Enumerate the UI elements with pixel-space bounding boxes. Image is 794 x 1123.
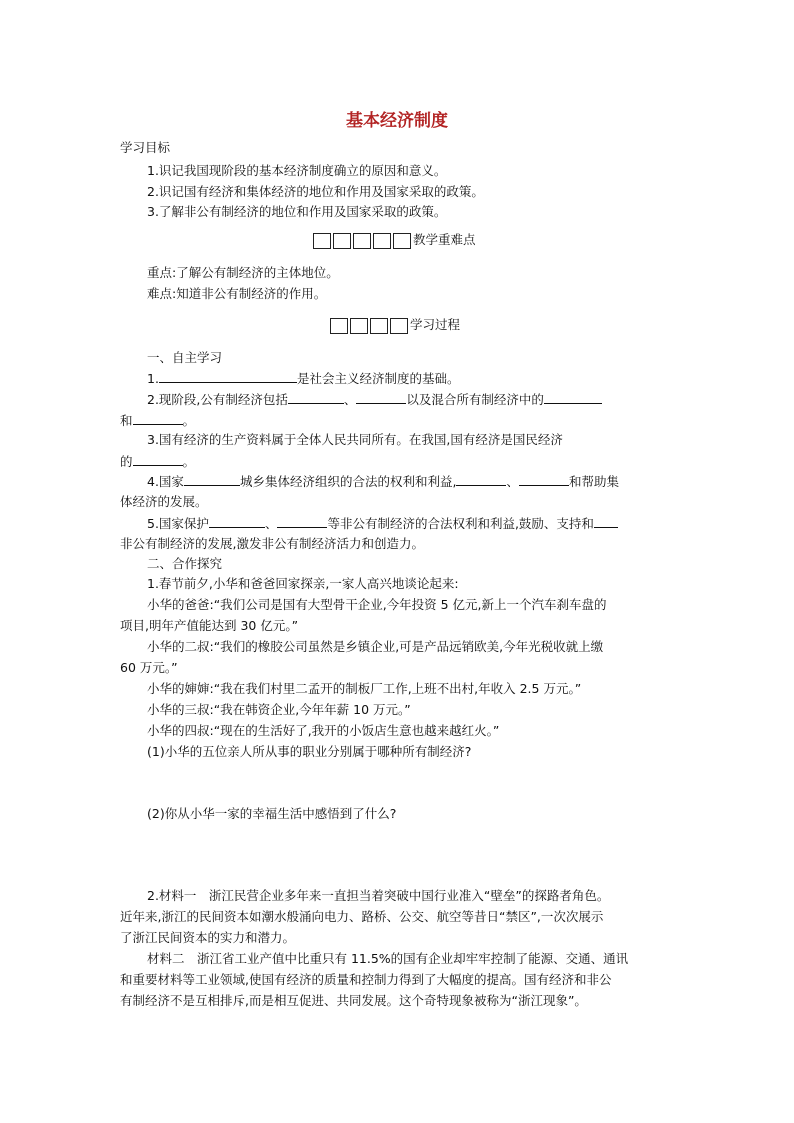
decorative-boxes: [313, 232, 413, 250]
dialog-line: 小华的二叔:“我们的橡胶公司虽然是乡镇企业,可是产品远销欧美,今年光税收就上缴: [147, 639, 604, 654]
dialog-line: 小华的爸爸:“我们公司是国有大型骨干企业,今年投资 5 亿元,新上一个汽车刹车盘的: [147, 597, 607, 612]
hard-point: 难点:知道非公有制经济的作用。: [147, 286, 327, 301]
question-5-cont: 非公有制经济的发展,激发非公有制经济活力和创造力。: [120, 536, 424, 551]
part-one-heading: 一、自主学习: [147, 350, 223, 365]
answer-blank[interactable]: [519, 473, 569, 486]
answer-blank[interactable]: [594, 515, 618, 528]
material-line: 有制经济不是互相排斥,而是相互促进、共同发展。这个奇特现象被称为“浙江现象”。: [120, 993, 587, 1008]
question-3: 3.国有经济的生产资料属于全体人民共同所有。在我国,国有经济是国民经济: [147, 432, 563, 447]
question-2: 2.现阶段,公有制经济包括 、 以及混合所有制经济中的: [147, 391, 602, 408]
process-heading: 学习过程: [410, 317, 461, 332]
material-line: 和重要材料等工业领域,使国有经济的质量和控制力得到了大幅度的提高。国有经济和非公: [120, 972, 612, 987]
question-4: 4.国家 城乡集体经济组织的合法的权利和利益, 、 和帮助集: [147, 474, 619, 489]
sub-question-2: (2)你从小华一家的幸福生活中感悟到了什么?: [147, 806, 397, 821]
goal-item: 2.识记国有经济和集体经济的地位和作用及国家采取的政策。: [147, 184, 484, 199]
answer-blank[interactable]: [184, 473, 240, 486]
material-line: 了浙江民间资本的实力和潜力。: [120, 930, 296, 945]
answer-blank[interactable]: [277, 515, 327, 528]
material-line: 2.材料一 浙江民营企业多年来一直担当着突破中国行业准入“壁垒”的探路者角色。: [147, 888, 610, 903]
material-line: 材料二 浙江省工业产值中比重只有 11.5%的国有企业却牢牢控制了能源、交通、通讯: [147, 951, 629, 966]
answer-blank[interactable]: [356, 391, 406, 404]
question-2-cont: 和 。: [120, 413, 196, 428]
document-title: 基本经济制度: [346, 111, 448, 131]
part-two-heading: 二、合作探究: [147, 556, 223, 571]
question-4-cont: 体经济的发展。: [120, 494, 208, 509]
case-intro: 1.春节前夕,小华和爸爸回家探亲,一家人高兴地谈论起来:: [147, 576, 459, 591]
sub-question-1: (1)小华的五位亲人所从事的职业分别属于哪种所有制经济?: [147, 744, 472, 759]
answer-blank[interactable]: [288, 391, 344, 404]
question-5: 5.国家保护 、 等非公有制经济的合法权利和利益,鼓励、支持和: [147, 515, 618, 532]
answer-blank[interactable]: [159, 370, 297, 383]
dialog-line: 60 万元。”: [120, 660, 178, 675]
process-section-header: [330, 316, 460, 335]
question-3-cont: 的 。: [120, 454, 196, 469]
answer-blank[interactable]: [544, 391, 602, 404]
key-point: 重点:了解公有制经济的主体地位。: [147, 265, 339, 280]
answer-blank[interactable]: [133, 453, 183, 466]
answer-blank[interactable]: [133, 412, 183, 425]
difficulty-section-header: [313, 231, 476, 250]
dialog-line: 小华的四叔:“现在的生活好了,我开的小饭店生意也越来越红火。”: [147, 723, 500, 738]
goals-heading: 学习目标: [120, 140, 171, 155]
decorative-boxes: [330, 317, 410, 335]
dialog-line: 小华的三叔:“我在韩资企业,今年年薪 10 万元。”: [147, 702, 411, 717]
difficulty-heading: 教学重难点: [413, 232, 476, 247]
question-1: 1. 是社会主义经济制度的基础。: [147, 371, 460, 386]
goal-item: 3.了解非公有制经济的地位和作用及国家采取的政策。: [147, 204, 447, 219]
answer-blank[interactable]: [456, 473, 506, 486]
goal-item: 1.识记我国现阶段的基本经济制度确立的原因和意义。: [147, 163, 447, 178]
dialog-line: 小华的婶婶:“我在我们村里二孟开的制板厂工作,上班不出村,年收入 2.5 万元。”: [147, 681, 582, 696]
material-line: 近年来,浙江的民间资本如潮水般涌向电力、路桥、公交、航空等昔日“禁区”,一次次展示: [120, 909, 604, 924]
dialog-line: 项目,明年产值能达到 30 亿元。”: [120, 618, 299, 633]
answer-blank[interactable]: [209, 515, 265, 528]
